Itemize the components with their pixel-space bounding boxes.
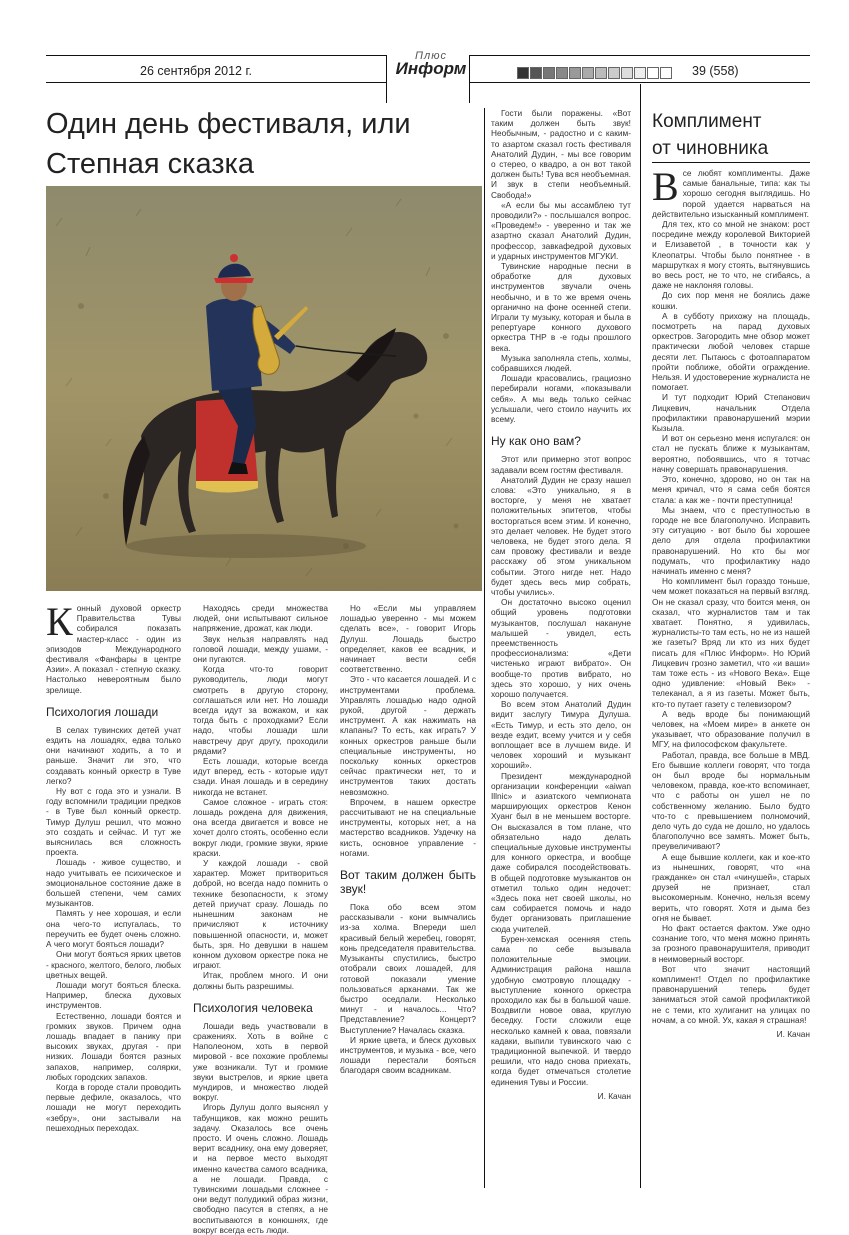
paragraph: А еще бывшие коллеги, как и кое-кто из нынешних, говорят, что «на гражданке» он стал «чинушей», старых друзей не признает, стал высокомерным. Конечно, нельзя всему верить, что говорят. Хотя и дыма без огня не бывает. [652, 851, 810, 923]
paragraph: Это - что касается лошадей. И с инструментами проблема. Управлять лошадью надо одной рукой, другой - держать инструмент. А как нажимать на клапаны? То есть, как играть? У конных оркестров раньше были специальные инструменты, но поскольку конных оркестров сейчас практически нет, то и инструментов таких достать невозможно. [340, 674, 476, 797]
header-square [608, 67, 620, 79]
paragraph: Находясь среди множества людей, они испытывают сильное напряжение, дрожат, как люди. [193, 603, 328, 634]
paragraph: Лошади могут бояться блеска. Например, блеска духовых инструментов. [46, 979, 181, 1011]
paragraph: Пока обо всем этом рассказывали - кони вымчались из-за холма. Впереди шел красивый белый жеребец, говорят, конь председателя правительства. Музыканты спустились, быстро отобрали своих лошадей, для готовой показали умение пользоваться арканами. Так же быстро оседлали. Несколько минут - и началось... Что? Представление? Концерт? Выступление? Началась сказка. [340, 902, 476, 1035]
paragraph: В селах тувинских детей учат ездить на лошадях, едва только они начинают ходить, а то и раньше. Значит ли это, что создавать конный оркестр в Туве легко? [46, 724, 181, 786]
paragraph: Во всем этом Анатолий Дудин видит заслугу Тимура Дулуша. «Есть Тимур, и есть это дело, он везде ездит, всему учится и у себя воплощает все в лучшем виде. И человек хороший и музыкант хороший». [491, 699, 631, 771]
paragraph: Анатолий Дудин не сразу нашел слова: «Это уникально, я в восторге, у меня не хватает положительных эпитетов, чтобы восторгаться всем этим. И конечно, это делает человек. Не будет этого человека, не будет этого дела. Я сам провожу фестивали и везде расскажу об этом уникальном событии. Этого нигде нет. Надо будет здесь весь мир собрать, чтобы учились». [491, 474, 631, 597]
paragraph: «А если бы мы ассамблею тут проводили?» - послышался вопрос. «Проведем!» - уверенно и так же азартно сказал Анатолий Дудин, профессор, завкафедрой духовых и ударных инструментов МГУКИ. [491, 199, 631, 261]
paragraph: Лошади красовались, грациозно перебирали ногами, «показывали себя». А мы ведь только сейчас услышали, чего стоило научить их всему. [491, 373, 631, 425]
paragraph: Работал, правда, все больше в МВД. Его бывшие коллеги говорят, что тогда он был вроде бы нормальным человеком, правда, кое-кто вспоминает, что с работы он ушел не по собственному желанию. Было будто что-то с превышением полномочий, дело чуть до суда не дошло, но удалось благополучно все замять. Может быть, преувеличивают? [652, 749, 810, 852]
article2-signature: И. Качан [776, 1029, 810, 1040]
paragraph: Память у нее хорошая, и если она чего-то испугалась, то переучить ее будет очень сложно. А чего могут бояться лошади? [46, 908, 181, 950]
issue-date: 26 сентября 2012 г. [140, 64, 252, 78]
paragraph: Есть лошади, которые всегда идут вперед, есть - которые идут сзади. Иная лошадь и в середину никогда не встанет. [193, 756, 328, 797]
article-photo [46, 186, 482, 591]
paragraph: Для тех, кто со мной не знаком: рост посредине между королевой Викторией и Елизаветой , в точности как у Клеопатры. Чтобы было понятнее - в маршрутках я могу стоять, вытянувшись во весь рост, не то что, не сгибаясь, а даже не наклоняя головы. [652, 219, 810, 291]
paragraph: Тувинские народные песни в обработке для духовых инструментов звучали очень необычно, и в то же время очень органично на фоне осенней степи. Играли ту музыку, которая и была в репертуаре конного духового оркестра ТНР в -е годы прошлого века. [491, 261, 631, 353]
header-rule-logo-left [386, 55, 387, 103]
logo-bottom-text: Информ [395, 59, 467, 78]
paragraph: Президент международной организации конференции «aiwan Illnic» и азиатского чемпионата марширующих оркестров Кенон Хуанг был в не меньшем восторге. Он высказался в том плане, что обязательно надо делать специальные духовые инструменты для конного оркестра, и вообще даже собирался посодействовать. В общей подготовке музыкантов он отметил только один недочет: «Здесь пока нет своей школы, но сам собирается помочь и надо будет организовать приглашение сюда учителей. [491, 770, 631, 934]
header-rule-bottom-left [46, 82, 386, 83]
header-square [634, 67, 646, 79]
paragraph: Этот или примерно этот вопрос задавали всем гостям фестиваля. [491, 454, 631, 475]
paragraph: Музыка заполняла степь, холмы, собравшихся людей. [491, 352, 631, 374]
header-square [595, 67, 607, 79]
article2-title-line1: Комплимент [652, 111, 762, 132]
subhead-horse-psychology: Психология лошади [46, 704, 159, 719]
paragraph: Они могут бояться ярких цветов - красного, желтого, белого, любых цветных вещей. [46, 949, 182, 980]
newspaper-logo [392, 50, 470, 79]
paragraph: Это, конечно, здорово, но он так на меня кричал, что я сама себя боятся стала: а как же - почти преступница! [652, 474, 810, 505]
article1-column2 [193, 603, 328, 1235]
column-separator [640, 84, 641, 1188]
header-square [660, 67, 672, 79]
paragraph: Но комплимент был гораздо тоньше, чем может показаться на первый взгляд. Он не сказал сразу, что боится меня, он сказал, что журналистов там и так хватает. Понятно, я удивилась, журналисты-то там есть, но не из нашей же газеты? Вряд ли кто из них будет писать для «Плюс Информ». Но Юрий Лицкевич грозно заметил, что «и ваши» там тоже есть - из «Нового Века». Еще одно удивление: «Новый Век» - телеканал, а я из газеты. Может быть, кто-то путает газету с телевизором? [652, 576, 810, 709]
header-square [556, 67, 568, 79]
paragraph: Самое сложное - играть стоя: лошадь рождена для движения, она всегда двигается и вовсе не хочет долго стоять, особенно если вокруг люди, громкие звуки, яркие краски. [193, 796, 328, 858]
paragraph: И тут подходит Юрий Степанович Лицкевич, начальник Отдела профилактики правонарушений мэрии Кызыла. [652, 392, 810, 434]
article2-column [652, 164, 810, 1188]
article1-intro: онный духовой оркестр Правительства Тувы собирался показать мастер-класс - один из эпизодов Международного фестиваля «Фанфары в центре Азии». А показал - степную сказку. Настолько невероятным было зрелище. [46, 603, 181, 695]
subhead-sound: Вот таким должен быть звук! [340, 868, 476, 897]
paragraph: Игорь Дулуш долго выяснял у табунщиков, как можно решить задачу. Оказалось все очень просто. И очень сложно. Лошадь верит всаднику, она ему доверяет, и на первое место выходят именно качества самого всадника, а не лошади. Правда, с тувинскими лошадьми сложнее - они ведут полудикий образ жизни, свободно пасутся в степях, а не воспитываются в конюшнях, где вокруг всегда есть люди. [193, 1102, 328, 1235]
paragraph: Впрочем, в нашем оркестре рассчитывают не на специальные инструменты, которых нет, а на мастерство всадников. Уздечку на кисть, основное управление - ногами. [340, 796, 476, 858]
header-square [647, 67, 659, 79]
paragraph: Лошадь - живое существо, и надо учитывать ее психическое и эмоциональное состояние даже в большей степени, чем самих музыкантов. [46, 857, 181, 909]
header-rule-bottom-right [470, 82, 810, 83]
paragraph: Когда что-то говорит руководитель, люди могут смотреть в другую сторону, соглашаться или нет. Но лошади всегда идут за вожаком, и как тогда быть с проходками? Если надо, чтобы лошади шли навстречу друг другу, проходили рядами? [193, 664, 328, 756]
article2-title-underline [652, 162, 810, 163]
paragraph: Ну вот с года это и узнали. В году вспомнили традиции предков - в Туве был конный оркестр. Тимур Дулуш решил, что можно это создать и сейчас. И тут же выяснилась вся сложность проекта. [46, 786, 181, 858]
column-separator [484, 108, 485, 1188]
article1-signature: И. Качан [597, 1090, 631, 1101]
logo-top-text: Плюс [415, 50, 447, 62]
paragraph: Итак, проблем много. И они должны быть разрешимы. [193, 970, 328, 991]
article2-title [652, 108, 812, 162]
paragraph: У каждой лошади - свой характер. Может притвориться доброй, но всегда надо помнить о технике безопасности, к этому детей приучат сразу. Лошадь по нынешним законам не причисляют к источнику повышенной опасности, и, может быть, зря. Но девушки в нашем конном духовом оркестре пока не играют. [193, 858, 328, 971]
subhead-how-is-it: Ну как оно вам? [491, 434, 581, 449]
article1-column1 [46, 599, 182, 1188]
article-title-line1: Один день фестиваля, или [46, 108, 411, 140]
horse-rider-photo [46, 186, 482, 591]
paragraph: Вот что значит настоящий комплимент! Отдел по профилактике правонарушений теперь будет заниматься этой самой профилактикой не с теми, кто хулиганит на улицах по ночам, а со мной. Ух, какая я страшная! [652, 963, 810, 1025]
paragraph: А в субботу прихожу на площадь, посмотреть на парад духовых оркестров. Загородить мне обзор может практически любой человек старше десяти лет. Пытаюсь с фотоаппаратом пройти поближе, обойти ограждение. Нельзя. И удостоверение журналиста не помогает. [652, 310, 810, 393]
header-rule-right [470, 55, 810, 56]
header-square [543, 67, 555, 79]
paragraph: И вот он серьезно меня испугался: он стал не пускать ближе к музыкантам, вероятно, побоявшись, что я тотчас начну совершать правонарушения. [652, 433, 810, 474]
header-square [530, 67, 542, 79]
header-square [569, 67, 581, 79]
article2-title-line2: от чиновника [652, 138, 769, 159]
paragraph: Лошади ведь участвовали в сражениях. Хоть в войне с Наполеоном, хоть в первой мировой - все похожие проблемы уже возникали. Тут и громкие звуки выстрелов, и яркие цвета мундиров, и множество людей вокруг. [193, 1020, 328, 1103]
paragraph: И яркие цвета, и блеск духовых инструментов, и музыка - все, чего лошади перестали бояться благодаря своим всадникам. [340, 1034, 476, 1076]
article-title-line2: Степная сказка [46, 148, 255, 180]
paragraph: Но факт остается фактом. Уже одно сознание того, что меня можно принять за грозного правонарушителя, приводит в неимоверный восторг. [652, 923, 810, 964]
dropcap-letter: К [46, 599, 73, 644]
dropcap-letter: В [652, 164, 679, 209]
paragraph: Бурен-хемская осенняя степь сама по себе вызывала положительные эмоции. Администрация района нашла удобную смотровую площадку - выступление конного оркестра проходило как бы в большой чаше. Воздвигли новое оваа, круглую беседку. Гости сложили еще несколько камней к оваа, повязали кадаки, выпили тувинского чаю с традиционной выпечкой. И твердо решили, что надо снова приехать, когда будет отмечаться столетие единения Тувы и России. [491, 933, 631, 1087]
article2-intro: се любят комплименты. Даже самые банальные, типа: как ты хорошо сегодня выглядишь. Но порой удается нарваться на действительно изысканный комплимент. [652, 168, 810, 219]
header-square [621, 67, 633, 79]
paragraph: Когда в городе стали проводить первые дефиле, оказалось, что лошади не могут переходить «зебру», они застывали на пешеходных переходах. [46, 1081, 181, 1133]
paragraph: Естественно, лошади боятся и громких звуков. Причем одна лошадь впадает в панику при высоких звуках, другая - при низких. Лошади боятся разных запахов, например, солярки, любых городских запахов. [46, 1010, 181, 1082]
paragraph: Мы знаем, что с преступностью в городе не все благополучно. Исправить эту ситуацию - вот было бы хорошее дело для отдела профилактики правонарушений. Но кто бы мог подумать, что профилактику надо начинать именно с меня? [652, 504, 810, 576]
paragraph: Но «Если мы управляем лошадью уверенно - мы можем сделать все», - говорит Игорь Дулуш. Лошадь быстро определяет, каков ее всадник, и начинает вести себя соответственно. [340, 603, 476, 675]
article1-column3 [340, 603, 476, 1188]
page-number: 39 (558) [692, 64, 739, 78]
header-square [517, 67, 529, 79]
paragraph: Гости были поражены. «Вот таким должен быть звук! Необычным, - радостно и с каким-то азартом сказал гость фестиваля Анатолий Дудин, - мы все говорим о стерео, о квадро, а он вот такой должен быть! Тува вся необъемная. И звук в степи необъемный. Свобода!» [491, 108, 631, 200]
paragraph: А ведь вроде бы понимающий человек, на «Моем мире» в анкете он указывает, что образование получил в МГУ, на философском факультете. [652, 708, 810, 750]
paragraph: Звук нельзя направлять над головой лошади, между ушами, - они пугаются. [193, 633, 328, 665]
subhead-human-psychology: Психология человека [193, 1000, 313, 1015]
header-square [582, 67, 594, 79]
article-title [46, 104, 466, 184]
paragraph: До сих пор меня не боялись даже кошки. [652, 290, 810, 311]
paragraph: Он достаточно высоко оценил общий уровень подготовки музыкантов, послушал накануне малышей - увидел, есть преемственность профессионализма: «Дети чистенько играют вибрато». Он вообще-то против вибрато, но здесь это хорошо, у них очень хорошо получается. [491, 597, 631, 699]
article1-column4 [491, 108, 631, 1188]
header-rule-left [46, 55, 386, 56]
